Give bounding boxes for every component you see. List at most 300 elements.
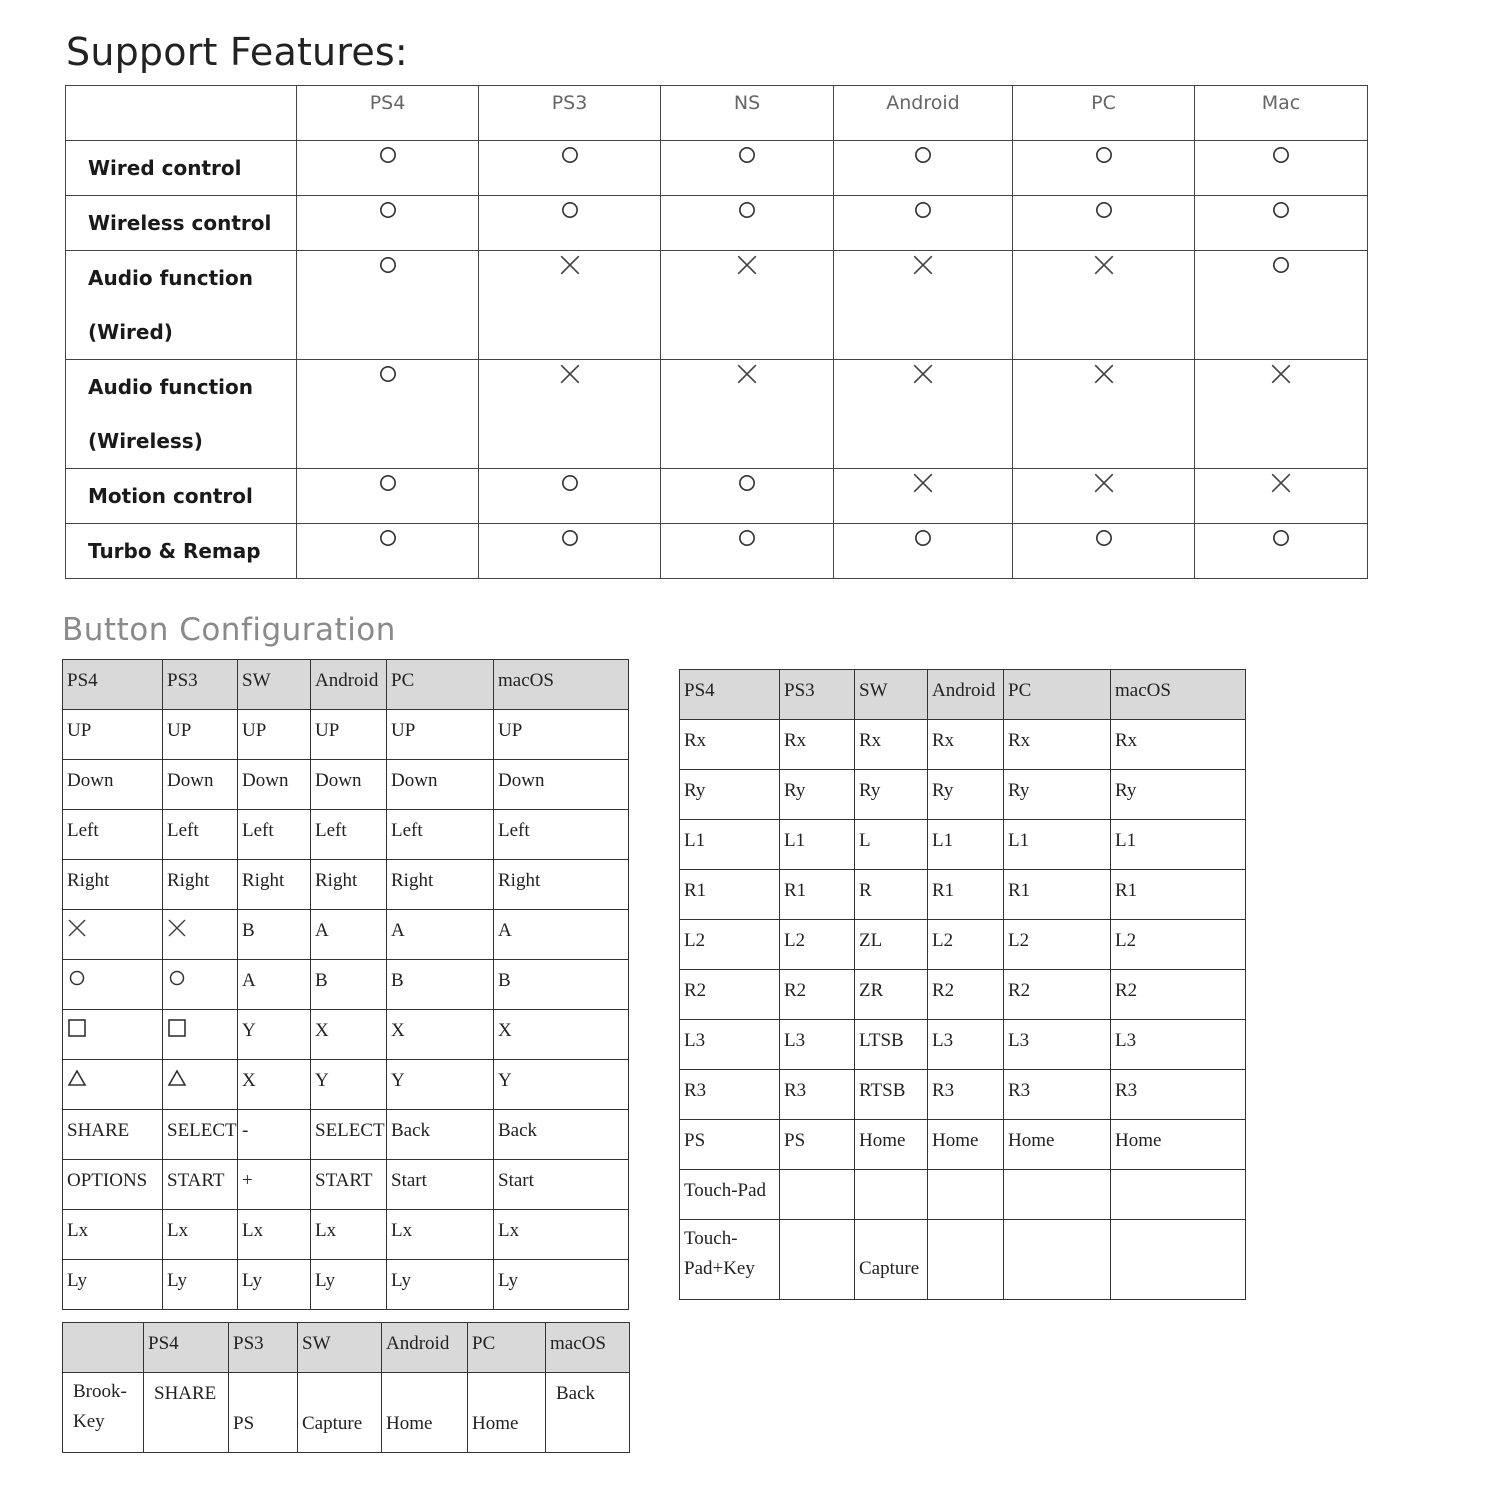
config-cell-text: A	[498, 920, 512, 941]
config-cell	[63, 810, 163, 860]
config-cell	[855, 820, 928, 870]
config-cell	[494, 910, 629, 960]
config-cell-text: Ry	[1115, 780, 1137, 801]
config-header-text: Android	[386, 1333, 450, 1354]
config-cell	[1004, 1120, 1111, 1170]
config-cell-text: R2	[1008, 980, 1031, 1001]
config-cell	[1111, 1020, 1246, 1070]
config-cell	[1004, 1070, 1111, 1120]
support-mark-cell	[661, 524, 834, 579]
config-cell	[928, 1120, 1004, 1170]
config-cell	[928, 820, 1004, 870]
config-cell	[387, 710, 494, 760]
config-header-cell	[163, 660, 238, 710]
config-cell-text: Down	[242, 770, 289, 791]
feature-label	[66, 469, 297, 524]
config-cell-text: Start	[498, 1170, 534, 1191]
config-row	[680, 1170, 1246, 1220]
config-cell-text: Ry	[684, 780, 706, 801]
config-cell-text: SELECT	[167, 1120, 237, 1141]
config-cell-text: Home	[1008, 1130, 1055, 1151]
config-cell-text: L2	[784, 930, 806, 951]
config-cell-text: Left	[498, 820, 530, 841]
config-cell	[387, 1260, 494, 1310]
config-cell	[238, 960, 311, 1010]
config-header-text: PC	[472, 1333, 496, 1354]
supported-circle-icon	[1093, 199, 1115, 221]
config-header-row	[63, 1323, 630, 1373]
config-header-text: PC	[391, 670, 415, 691]
config-cell	[928, 870, 1004, 920]
config-cell-text: Left	[67, 820, 99, 841]
config-cell	[680, 1070, 780, 1120]
config-cell	[311, 910, 387, 960]
config-cell-text: ZL	[859, 930, 883, 951]
config-header-cell	[546, 1323, 630, 1373]
circle-symbol-icon	[67, 968, 87, 994]
config-header-text: macOS	[1115, 680, 1171, 701]
config-cell-text: R3	[932, 1080, 955, 1101]
config-cell-text: X	[315, 1020, 329, 1041]
config-cell	[780, 770, 855, 820]
feature-label	[66, 196, 297, 251]
button-config-table-sticks-shoulders	[679, 669, 1246, 1300]
config-cell-text: SHARE	[154, 1383, 217, 1404]
config-cell-text: Lx	[498, 1220, 520, 1241]
support-mark-cell	[661, 141, 834, 196]
config-cell-text: L3	[1008, 1030, 1030, 1051]
unsupported-cross-icon	[1093, 363, 1115, 385]
support-mark-cell	[834, 524, 1013, 579]
unsupported-cross-icon	[1270, 363, 1292, 385]
config-cell	[163, 1010, 238, 1060]
config-cell	[163, 860, 238, 910]
config-cell	[780, 720, 855, 770]
supported-circle-icon	[1270, 527, 1292, 549]
config-cell-text: Home	[1115, 1130, 1162, 1151]
config-cell-text: Ly	[242, 1270, 263, 1291]
config-cell	[163, 1160, 238, 1210]
config-cell-text: R3	[1115, 1080, 1138, 1101]
config-cell	[494, 1160, 629, 1210]
config-cell-text: R1	[784, 880, 807, 901]
config-cell-text: L2	[1115, 930, 1137, 951]
config-cell-text: START	[167, 1170, 225, 1191]
config-row	[680, 870, 1246, 920]
config-cell	[238, 910, 311, 960]
config-header-text: PS3	[167, 670, 198, 691]
config-header-text: macOS	[498, 670, 554, 691]
config-row	[63, 1210, 629, 1260]
config-row	[680, 770, 1246, 820]
supported-circle-icon	[1270, 144, 1292, 166]
config-cell-text: Lx	[67, 1220, 89, 1241]
supported-circle-icon	[559, 527, 581, 549]
config-cell-text: R3	[684, 1080, 707, 1101]
config-cell	[1004, 1170, 1111, 1220]
config-cell-text: L	[859, 830, 871, 851]
config-cell-text: Ly	[67, 1270, 88, 1291]
config-row	[63, 910, 629, 960]
config-row	[63, 760, 629, 810]
button-config-table-dpad-face	[62, 659, 629, 1310]
config-cell-text: Ly	[498, 1270, 519, 1291]
config-cell	[928, 1070, 1004, 1120]
config-cell-text: L1	[684, 830, 706, 851]
config-cell	[1111, 720, 1246, 770]
feature-label-line: Wireless control	[88, 211, 272, 235]
config-cell-text: Capture	[302, 1413, 363, 1434]
platform-header: PS4	[297, 86, 479, 141]
config-cell-text: RTSB	[859, 1080, 906, 1101]
config-row	[680, 1120, 1246, 1170]
triangle-symbol-icon	[67, 1068, 87, 1094]
config-cell	[387, 1060, 494, 1110]
supported-circle-icon	[736, 472, 758, 494]
config-cell-text: Down	[167, 770, 214, 791]
config-header-text: macOS	[550, 1333, 606, 1354]
config-cell-text: B	[391, 970, 404, 991]
config-cell-text	[932, 1220, 999, 1254]
supported-circle-icon	[377, 472, 399, 494]
config-cell	[780, 1120, 855, 1170]
support-mark-cell	[834, 251, 1013, 360]
config-header-text: PS3	[233, 1333, 264, 1354]
support-mark-cell	[661, 196, 834, 251]
config-cell-text: Rx	[684, 730, 707, 751]
config-cell-text: Home	[472, 1413, 519, 1434]
feature-row	[66, 360, 1368, 469]
config-cell	[494, 960, 629, 1010]
config-cell	[163, 1060, 238, 1110]
config-cell-text: R1	[1008, 880, 1031, 901]
config-row	[680, 820, 1246, 870]
config-header-text: PS3	[784, 680, 815, 701]
config-cell	[1004, 1220, 1111, 1300]
config-cell-text: LTSB	[859, 1030, 904, 1051]
config-cell	[855, 870, 928, 920]
platform-header: Mac	[1195, 86, 1368, 141]
support-mark-cell	[1195, 360, 1368, 469]
triangle-symbol-icon	[167, 1068, 187, 1094]
config-cell	[855, 1070, 928, 1120]
config-cell	[494, 860, 629, 910]
config-header-text: PS4	[67, 670, 98, 691]
support-mark-cell	[479, 524, 661, 579]
config-cell	[387, 1010, 494, 1060]
config-cell-text: Ry	[784, 780, 806, 801]
config-cell	[144, 1373, 229, 1453]
supported-circle-icon	[1093, 144, 1115, 166]
support-mark-cell	[479, 141, 661, 196]
config-cell	[855, 920, 928, 970]
config-row	[63, 1110, 629, 1160]
feature-label-line: (Wireless)	[88, 429, 203, 453]
config-cell-text: Rx	[932, 730, 955, 751]
config-cell	[163, 1260, 238, 1310]
feature-label	[66, 524, 297, 579]
config-header-cell	[494, 660, 629, 710]
config-cell-text: L3	[1115, 1030, 1137, 1051]
config-cell-text: B	[242, 920, 255, 941]
platform-header: NS	[661, 86, 834, 141]
cross-symbol-icon	[67, 918, 87, 944]
feature-row	[66, 196, 1368, 251]
cross-symbol-icon	[167, 918, 187, 944]
config-row	[680, 1020, 1246, 1070]
config-row	[63, 1373, 630, 1453]
support-mark-cell	[834, 196, 1013, 251]
config-cell	[229, 1373, 298, 1453]
config-header-cell	[928, 670, 1004, 720]
config-header-cell	[387, 660, 494, 710]
support-mark-cell	[297, 524, 479, 579]
support-mark-cell	[1195, 141, 1368, 196]
config-cell-text: Lx	[167, 1220, 189, 1241]
config-cell-text: UP	[167, 720, 192, 741]
config-cell-text: Ly	[167, 1270, 188, 1291]
config-row	[680, 1070, 1246, 1120]
unsupported-cross-icon	[559, 254, 581, 276]
config-cell-text: R2	[684, 980, 707, 1001]
config-header-cell	[311, 660, 387, 710]
support-mark-cell	[661, 251, 834, 360]
config-cell	[780, 970, 855, 1020]
config-cell	[311, 710, 387, 760]
config-header-text: Android	[932, 680, 996, 701]
config-cell-text: Rx	[1008, 730, 1031, 751]
config-cell	[63, 1373, 144, 1453]
config-cell	[680, 970, 780, 1020]
config-cell-text: Ly	[315, 1270, 336, 1291]
config-cell	[1004, 720, 1111, 770]
config-cell-text: R1	[1115, 880, 1138, 901]
support-mark-cell	[1195, 469, 1368, 524]
config-cell-text: R2	[784, 980, 807, 1001]
feature-row	[66, 469, 1368, 524]
config-cell-text: A	[315, 920, 329, 941]
config-cell-text: R3	[1008, 1080, 1031, 1101]
config-cell-text: Right	[167, 870, 210, 891]
config-row	[63, 1060, 629, 1110]
config-cell-text: Down	[315, 770, 362, 791]
config-header-cell	[63, 660, 163, 710]
feature-label-line: (Wired)	[88, 320, 173, 344]
config-header-text: PS4	[148, 1333, 179, 1354]
config-cell	[680, 820, 780, 870]
config-cell	[680, 1120, 780, 1170]
config-cell	[1111, 820, 1246, 870]
config-cell-text	[784, 1170, 850, 1176]
config-row	[680, 720, 1246, 770]
config-cell	[468, 1373, 546, 1453]
config-cell-text: B	[315, 970, 328, 991]
support-mark-cell	[1195, 196, 1368, 251]
config-cell	[1004, 770, 1111, 820]
config-header-cell	[680, 670, 780, 720]
supported-circle-icon	[559, 472, 581, 494]
config-row	[63, 960, 629, 1010]
config-cell-text: R1	[684, 880, 707, 901]
config-cell-text: OPTIONS	[67, 1170, 148, 1191]
unsupported-cross-icon	[736, 254, 758, 276]
config-cell-text: Y	[498, 1070, 512, 1091]
config-cell	[546, 1373, 630, 1453]
config-cell-text: +	[242, 1170, 253, 1191]
config-cell-text	[859, 1170, 923, 1176]
config-cell-text: UP	[498, 720, 523, 741]
config-cell	[298, 1373, 382, 1453]
config-cell	[238, 1210, 311, 1260]
config-cell	[1111, 770, 1246, 820]
config-cell-text: Y	[391, 1070, 405, 1091]
config-cell	[494, 710, 629, 760]
supported-circle-icon	[736, 527, 758, 549]
config-cell	[238, 1260, 311, 1310]
config-cell-text: Right	[242, 870, 285, 891]
support-mark-cell	[479, 196, 661, 251]
config-row	[680, 1220, 1246, 1300]
config-cell-text: Left	[391, 820, 423, 841]
config-cell	[780, 1070, 855, 1120]
config-cell-text: SELECT	[315, 1120, 385, 1141]
config-cell-text: Left	[167, 820, 199, 841]
support-mark-cell	[1013, 360, 1195, 469]
config-cell	[311, 1060, 387, 1110]
config-header-cell	[298, 1323, 382, 1373]
config-cell-text: X	[242, 1070, 256, 1091]
config-header-text: SW	[859, 680, 888, 701]
config-header-cell	[855, 670, 928, 720]
support-mark-cell	[1013, 469, 1195, 524]
config-header-text: SW	[302, 1333, 331, 1354]
unsupported-cross-icon	[912, 363, 934, 385]
support-header-row	[66, 86, 1368, 141]
support-mark-cell	[1195, 251, 1368, 360]
config-cell-text: Y	[315, 1070, 329, 1091]
config-cell	[63, 760, 163, 810]
config-cell	[780, 870, 855, 920]
config-cell-text: L1	[932, 830, 954, 851]
config-cell	[238, 1160, 311, 1210]
config-cell	[163, 1110, 238, 1160]
config-cell-text: Lx	[391, 1220, 413, 1241]
config-cell	[387, 910, 494, 960]
header-corner	[66, 86, 297, 141]
config-cell-text: R	[859, 880, 872, 901]
config-cell	[387, 1160, 494, 1210]
square-symbol-icon	[167, 1018, 187, 1044]
button-config-table-brook-key	[62, 1322, 630, 1453]
support-mark-cell	[479, 251, 661, 360]
config-cell-text: Right	[498, 870, 541, 891]
config-cell	[63, 860, 163, 910]
config-cell	[494, 1010, 629, 1060]
button-configuration-title: Button Configuration	[62, 612, 396, 648]
config-cell-text: START	[315, 1170, 373, 1191]
circle-symbol-icon	[167, 968, 187, 994]
unsupported-cross-icon	[912, 254, 934, 276]
config-cell-text: Rx	[1115, 730, 1138, 751]
config-cell-text: Ry	[859, 780, 881, 801]
feature-label-line: Audio function	[88, 266, 254, 290]
support-mark-cell	[297, 196, 479, 251]
config-header-row	[63, 660, 629, 710]
unsupported-cross-icon	[559, 363, 581, 385]
support-features-title: Support Features:	[66, 30, 408, 74]
config-cell	[238, 1110, 311, 1160]
config-cell-text: SHARE	[67, 1120, 130, 1141]
config-cell	[855, 1170, 928, 1220]
config-cell-text: UP	[391, 720, 416, 741]
config-cell	[311, 1210, 387, 1260]
config-cell	[780, 820, 855, 870]
support-mark-cell	[479, 469, 661, 524]
config-cell	[387, 860, 494, 910]
supported-circle-icon	[912, 199, 934, 221]
config-cell	[855, 1120, 928, 1170]
config-row	[680, 920, 1246, 970]
config-cell-text: Lx	[315, 1220, 337, 1241]
supported-circle-icon	[912, 144, 934, 166]
config-cell-text: Down	[67, 770, 114, 791]
config-cell-text: Down	[391, 770, 438, 791]
config-row	[680, 970, 1246, 1020]
feature-label	[66, 251, 297, 360]
config-cell	[163, 810, 238, 860]
supported-circle-icon	[377, 199, 399, 221]
config-header-cell	[1111, 670, 1246, 720]
config-cell-text: L3	[784, 1030, 806, 1051]
config-cell-text: Touch-Pad	[684, 1180, 767, 1201]
supported-circle-icon	[377, 144, 399, 166]
config-cell	[928, 1020, 1004, 1070]
square-symbol-icon	[67, 1018, 87, 1044]
config-cell	[494, 1260, 629, 1310]
config-cell-text: Down	[498, 770, 545, 791]
config-cell-text: Home	[859, 1130, 906, 1151]
feature-label-line: Wired control	[88, 156, 242, 180]
config-cell-text: Start	[391, 1170, 427, 1191]
config-cell	[855, 720, 928, 770]
config-cell-text: -	[242, 1120, 249, 1141]
config-row	[63, 1010, 629, 1060]
platform-header: PC	[1013, 86, 1195, 141]
supported-circle-icon	[559, 144, 581, 166]
config-cell-text: L3	[684, 1030, 706, 1051]
config-cell-text: L3	[932, 1030, 954, 1051]
config-cell-text	[1115, 1220, 1241, 1254]
support-mark-cell	[834, 141, 1013, 196]
config-header-cell	[1004, 670, 1111, 720]
config-cell-text: UP	[242, 720, 267, 741]
config-cell-text: R2	[1115, 980, 1138, 1001]
config-cell	[238, 1060, 311, 1110]
config-cell	[311, 810, 387, 860]
config-cell	[387, 1210, 494, 1260]
config-header-cell	[229, 1323, 298, 1373]
supported-circle-icon	[559, 199, 581, 221]
config-cell	[680, 770, 780, 820]
config-cell	[163, 710, 238, 760]
config-cell	[680, 1020, 780, 1070]
config-header-cell	[238, 660, 311, 710]
config-cell-text: R3	[784, 1080, 807, 1101]
config-cell-text: L2	[932, 930, 954, 951]
config-cell-text: UP	[315, 720, 340, 741]
config-cell-text: Brook-Key	[73, 1381, 127, 1432]
support-features-table	[65, 85, 1368, 579]
